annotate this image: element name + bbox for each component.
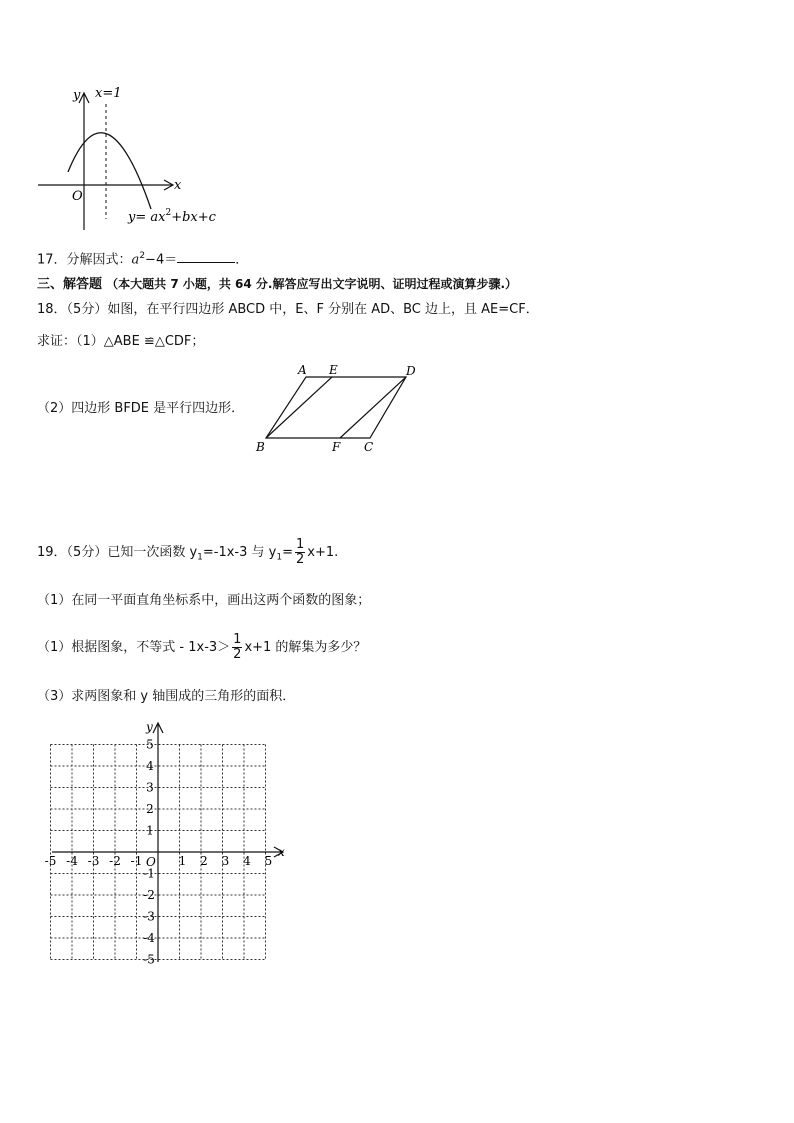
- label-e: E: [329, 363, 338, 377]
- coordinate-grid: [40, 716, 300, 972]
- x-tick-label: 3: [221, 854, 230, 868]
- section-3-title: 三、解答题: [37, 277, 103, 292]
- q17-var: a: [131, 252, 140, 268]
- segment-fd: [340, 377, 406, 438]
- x-tick-label: 1: [178, 854, 187, 868]
- grid-x-label: x: [278, 845, 285, 859]
- q19-sub-2: 1: [276, 552, 283, 563]
- question-18-part-1: 求证：（1）△ABE ≌△CDF；: [37, 334, 205, 349]
- y-tick-label: -1: [143, 866, 155, 881]
- x-tick-label: 2: [200, 854, 208, 868]
- q19-stem-b: =-1x-3 与 y: [202, 545, 277, 560]
- question-17: [37, 247, 248, 269]
- parallelogram-abcd: [266, 377, 406, 438]
- x-tick-label: 4: [243, 854, 251, 868]
- segment-be: [266, 377, 332, 438]
- x-tick-label: -3: [87, 854, 100, 868]
- curve-label: $y= ax^2+bx+c$: [128, 208, 216, 225]
- x-tick-label: 5: [264, 854, 273, 868]
- question-19-part-2: [37, 631, 366, 665]
- parallelogram-figure: [250, 360, 430, 460]
- y-axis-label: y: [73, 88, 81, 103]
- q17-end: ．: [235, 252, 249, 268]
- question-18-stem: 18．（5分）如图，在平行四边形 ABCD 中，E、F 分别在 AD、BC 边上，且 AE=CF．: [37, 302, 539, 317]
- q17-prefix: 17．分解因式：: [37, 252, 132, 268]
- q19-stem-a: 19．（5分）已知一次函数 y: [37, 545, 198, 560]
- y-tick-label: 3: [146, 780, 154, 795]
- y-tick-label: -5: [143, 952, 155, 967]
- question-19-stem: [37, 536, 338, 575]
- label-a: A: [298, 363, 307, 377]
- q19-part2-b: x+1 的解集为多少？: [244, 640, 367, 655]
- q19-stem-c: =: [282, 545, 293, 560]
- section-3-note: （本大题共 7 小题，共 64 分.解答应写出文字说明、证明过程或演算步骤.）: [106, 277, 518, 291]
- x-tick-label: -2: [109, 854, 121, 868]
- q19-part2-fraction: $\frac{1}{2}$: [233, 632, 242, 662]
- section-3-heading: [37, 275, 517, 294]
- q19-sub-1: 1: [197, 552, 203, 563]
- grid-origin-label: O: [146, 855, 156, 869]
- x-tick-label: -1: [130, 854, 143, 868]
- y-tick-label: 2: [146, 802, 154, 816]
- y-tick-label: -2: [143, 888, 155, 902]
- label-f: F: [332, 440, 341, 454]
- y-tick-label: 1: [146, 823, 154, 838]
- label-b: B: [256, 440, 265, 454]
- axis-line-label: x=1: [95, 86, 122, 101]
- y-tick-label: -3: [143, 909, 155, 924]
- q19-part2-a: （1）根据图象，不等式 - 1x-3＞: [37, 640, 231, 655]
- origin-label: O: [72, 189, 83, 204]
- x-tick-label: -4: [66, 854, 78, 868]
- label-c: C: [364, 440, 374, 454]
- q17-rest: −4＝: [145, 252, 178, 268]
- label-d: D: [406, 364, 416, 378]
- q19-fraction: $\frac{1}{2}$: [295, 537, 305, 567]
- question-19-part-3: （3）求两图象和 y 轴围成的三角形的面积．: [37, 689, 296, 704]
- parabola-figure: [34, 84, 224, 234]
- q17-answer-blank[interactable]: [177, 250, 235, 263]
- y-tick-label: 4: [146, 759, 154, 773]
- q17-exp: 2: [139, 251, 146, 261]
- x-axis-label: x: [174, 178, 182, 193]
- y-tick-label: 5: [146, 737, 154, 752]
- question-18-part-2: （2）四边形 BFDE 是平行四边形．: [37, 401, 245, 416]
- q19-stem-d: x+1.: [307, 545, 339, 560]
- y-tick-label: -4: [143, 931, 155, 945]
- grid-y-label: y: [146, 720, 153, 734]
- x-tick-label: -5: [44, 854, 57, 868]
- question-19-part-1: （1）在同一平面直角坐标系中，画出这两个函数的图象；: [37, 593, 371, 608]
